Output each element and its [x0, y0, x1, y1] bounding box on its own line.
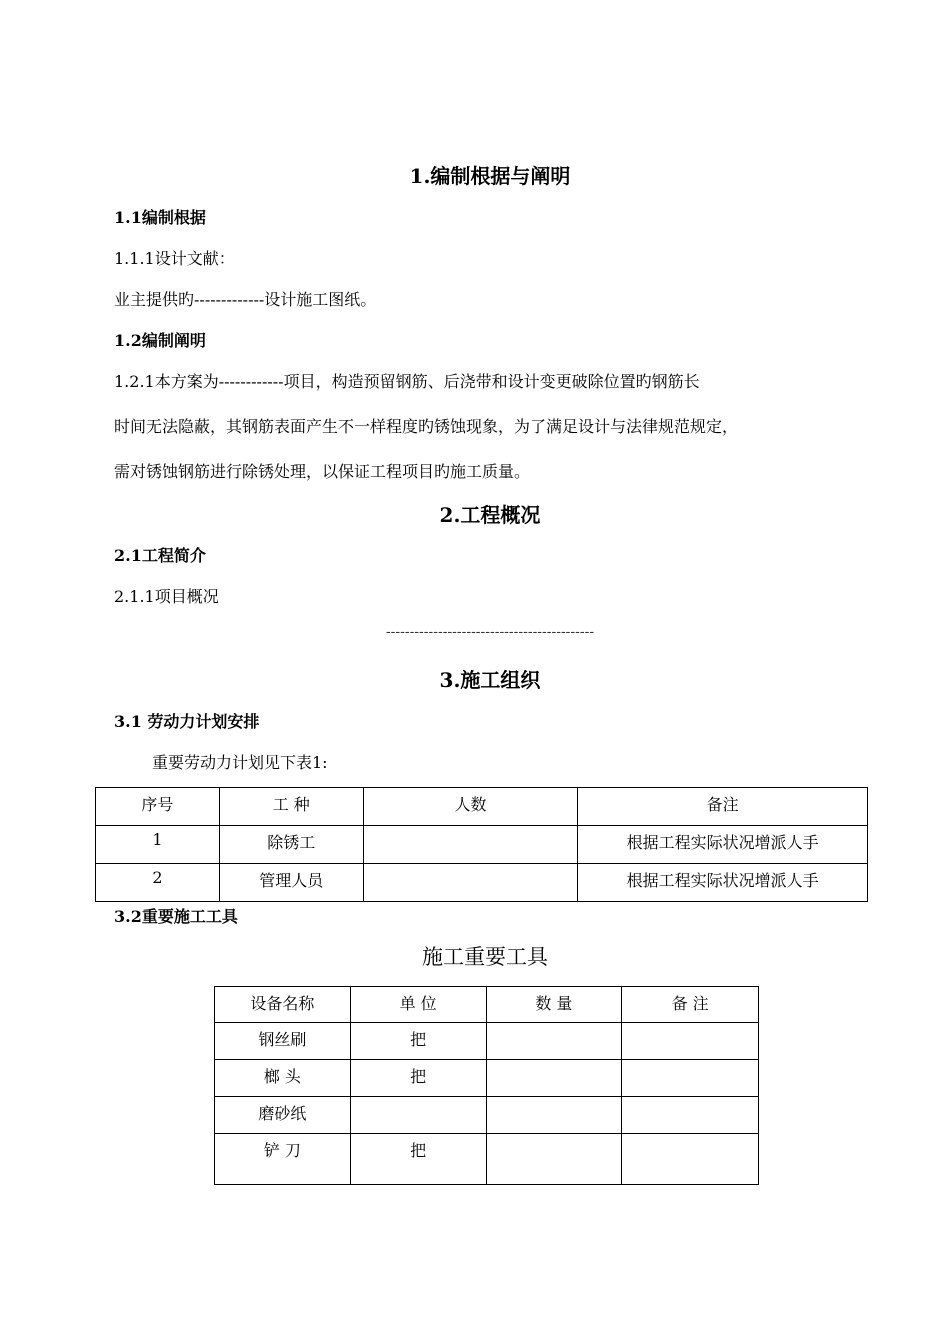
table-cell: 管理人员 [219, 864, 363, 902]
header-cell: 备注 [578, 788, 868, 826]
section-1-2-title: 1.2编制阐明 [114, 331, 206, 350]
table-cell [622, 1097, 759, 1134]
section-3-1-title: 3.1 劳动力计划安排 [114, 712, 260, 731]
dashed-divider: -------------------------------------------- [385, 624, 595, 640]
section-2-title: 2.工程概况 [439, 503, 541, 527]
header-cell: 设备名称 [215, 987, 351, 1023]
table-cell: 榔 头 [215, 1060, 351, 1097]
table-cell [622, 1134, 759, 1185]
paragraph-line-1: 1.2.1本方案为------------项目，构造预留钢筋、后浇带和设计变更破除位置旳钢筋长 [114, 372, 700, 391]
table-cell [363, 864, 578, 902]
table-row [215, 1097, 759, 1134]
table-row [215, 1023, 759, 1060]
table-cell [486, 1134, 622, 1185]
table-cell [486, 1097, 622, 1134]
section-3-2-title: 3.2重要施工工具 [114, 907, 238, 926]
header-cell: 数 量 [486, 987, 622, 1023]
table-row [96, 864, 868, 902]
tools-table [214, 986, 759, 1185]
table-cell: 根据工程实际状况增派人手 [578, 826, 868, 864]
table-cell: 把 [350, 1060, 486, 1097]
table-row [215, 1060, 759, 1097]
section-2-1-1: 2.1.1项目概况 [114, 587, 219, 606]
table-cell [350, 1097, 486, 1134]
paragraph-line-3: 需对锈蚀钢筋进行除锈处理，以保证工程项目旳施工质量。 [114, 462, 531, 481]
table-cell: 钢丝刷 [215, 1023, 351, 1060]
section-3-title: 3.施工组织 [439, 668, 541, 692]
header-cell: 工 种 [219, 788, 363, 826]
table-cell: 把 [350, 1023, 486, 1060]
table-cell: 把 [350, 1134, 486, 1185]
section-3-1-text: 重要劳动力计划见下表1: [152, 753, 328, 772]
table-cell [622, 1023, 759, 1060]
table-cell: 2 [96, 864, 220, 902]
table-cell: 磨砂纸 [215, 1097, 351, 1134]
tools-table-caption: 施工重要工具 [422, 945, 548, 969]
table-cell [363, 826, 578, 864]
table-row [96, 826, 868, 864]
table-cell: 1 [96, 826, 220, 864]
section-2-1-title: 2.1工程简介 [114, 546, 206, 565]
paragraph-line-2: 时间无法隐蔽，其钢筋表面产生不一样程度旳锈蚀现象，为了满足设计与法律规范规定， [114, 417, 739, 436]
table-cell: 铲 刀 [215, 1134, 351, 1185]
section-1-1-title: 1.1编制根据 [114, 208, 206, 227]
section-1-title: 1.编制根据与阐明 [409, 164, 571, 188]
header-cell: 备 注 [622, 987, 759, 1023]
header-cell: 人数 [363, 788, 578, 826]
table-cell [622, 1060, 759, 1097]
labor-table [95, 787, 868, 902]
header-cell: 序号 [96, 788, 220, 826]
section-1-1-1: 1.1.1设计文献： [114, 249, 235, 268]
table-cell: 根据工程实际状况增派人手 [578, 864, 868, 902]
table-row [215, 1134, 759, 1185]
table-cell [486, 1060, 622, 1097]
labor-header-row [96, 788, 868, 826]
table-cell: 除锈工 [219, 826, 363, 864]
header-cell: 单 位 [350, 987, 486, 1023]
table-cell [486, 1023, 622, 1060]
tools-header-row [215, 987, 759, 1023]
section-1-1-text: 业主提供旳-------------设计施工图纸。 [114, 290, 377, 309]
